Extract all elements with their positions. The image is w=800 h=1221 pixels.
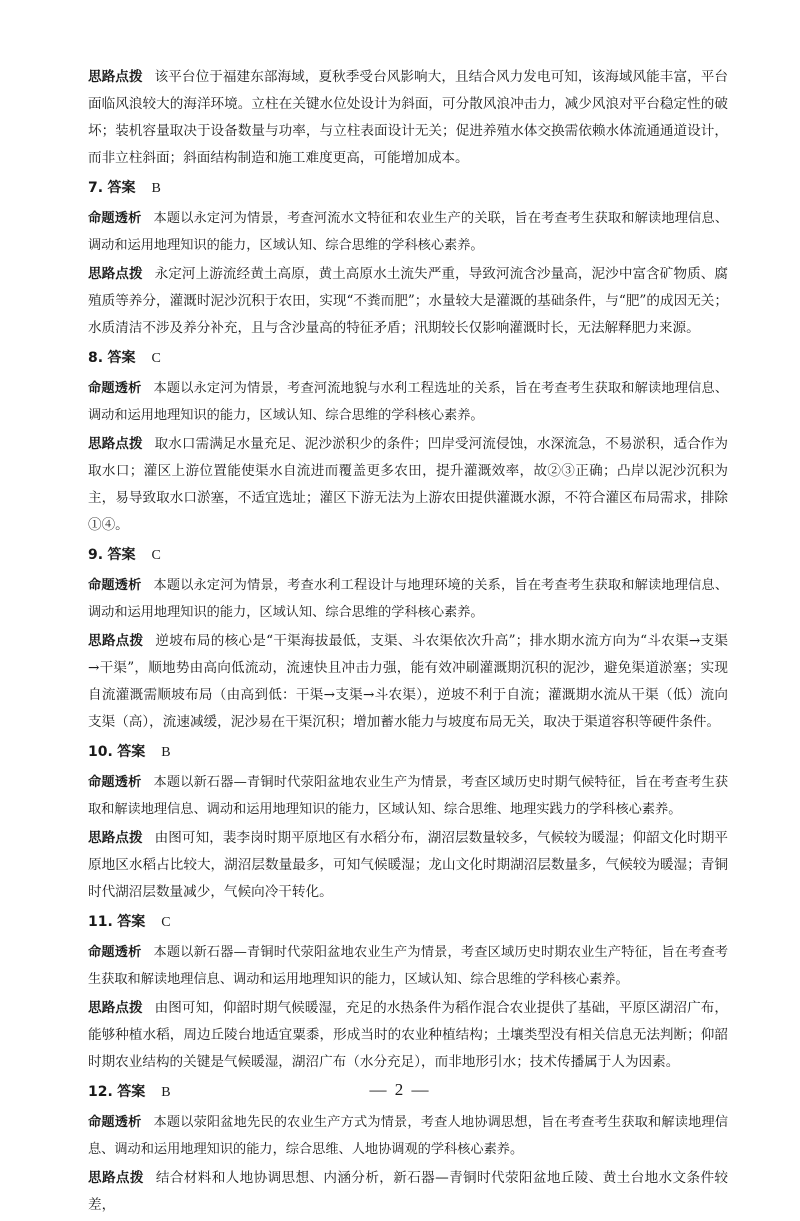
intent-paragraph xyxy=(88,205,728,259)
answer-label: 答案 xyxy=(107,180,136,196)
answer-label: 答案 xyxy=(117,744,146,760)
reasoning-label: 思路点拨 xyxy=(88,266,143,282)
intent-text: 本题以新石器—青铜时代荥阳盆地农业生产为情景，考查区域历史时期气候特征，旨在考查考生获取和解读地理信息、调动和运用地理知识的能力，区域认知、综合思维、地理实践力的学科核心素养。 xyxy=(88,775,729,817)
reasoning-paragraph xyxy=(88,995,728,1076)
intent-label: 命题透析 xyxy=(88,578,142,593)
reasoning-label: 思路点拨 xyxy=(88,1000,143,1016)
answer-label: 答案 xyxy=(117,1084,146,1100)
question-number: 10. xyxy=(88,744,113,760)
answer-value: C xyxy=(161,915,171,930)
intent-text: 本题以新石器—青铜时代荥阳盆地农业生产为情景，考查区域历史时期农业生产特征，旨在考查考生获取和解读地理信息、调动和运用地理知识的能力，区域认知、综合思维的学科核心素养。 xyxy=(88,945,729,987)
question-number: 7. xyxy=(88,180,104,196)
intent-paragraph xyxy=(88,769,728,823)
reasoning-paragraph xyxy=(88,431,728,539)
page-number: — 2 — xyxy=(369,1080,431,1099)
answer-label: 答案 xyxy=(107,350,136,366)
intent-label: 命题透析 xyxy=(88,381,142,396)
question-answer-9 xyxy=(88,541,728,570)
question-number: 9. xyxy=(88,547,104,563)
intent-text: 本题以荥阳盆地先民的农业生产方式为情景，考查人地协调思想，旨在考查考生获取和解读地理信息、调动和运用地理知识的能力，综合思维、人地协调观的学科核心素养。 xyxy=(88,1115,729,1157)
reasoning-label: 思路点拨 xyxy=(88,69,143,85)
question-number: 8. xyxy=(88,350,104,366)
intent-text: 本题以永定河为情景，考查河流地貌与水利工程选址的关系，旨在考查考生获取和解读地理信息、调动和运用地理知识的能力，区域认知、综合思维的学科核心素养。 xyxy=(88,381,729,423)
reasoning-paragraph xyxy=(88,64,728,172)
reasoning-label: 思路点拨 xyxy=(88,1170,144,1186)
intent-label: 命题透析 xyxy=(88,211,142,226)
answer-value: B xyxy=(151,181,161,196)
reasoning-paragraph xyxy=(88,628,728,736)
answer-label: 答案 xyxy=(117,914,146,930)
question-answer-11 xyxy=(88,908,728,937)
reasoning-paragraph xyxy=(88,261,728,342)
reasoning-paragraph xyxy=(88,825,728,906)
reasoning-text: 取水口需满足水量充足、泥沙淤积少的条件；凹岸受河流侵蚀，水深流急，不易淤积，适合作为取水口；灌区上游位置能使渠水自流进而覆盖更多农田，提升灌溉效率，故②③正确；凸岸以泥沙沉积为主，易导致取水口淤塞，不适宜选址；灌区下游无法为上游农田提供灌溉水源，不符合灌区布局需求，排除①④。 xyxy=(88,436,729,533)
reasoning-label: 思路点拨 xyxy=(88,436,143,452)
question-number: 11. xyxy=(88,914,113,930)
answer-value: B xyxy=(161,745,171,760)
intent-text: 本题以永定河为情景，考查河流水文特征和农业生产的关联，旨在考查考生获取和解读地理信息、调动和运用地理知识的能力，区域认知、综合思维的学科核心素养。 xyxy=(88,211,729,253)
question-number: 12. xyxy=(88,1084,113,1100)
document-page xyxy=(88,64,728,1221)
answer-value: B xyxy=(161,1085,171,1100)
intent-label: 命题透析 xyxy=(88,1115,142,1130)
reasoning-text: 由图可知，裴李岗时期平原地区有水稻分布，湖沼层数量较多，气候较为暖湿；仰韶文化时期平原地区水稻占比较大，湖沼层数量最多，可知气候暖湿；龙山文化时期湖沼层数量多，气候较为暖湿；青铜时代湖沼层数量减少，气候向冷干转化。 xyxy=(88,830,729,900)
reasoning-paragraph xyxy=(88,1165,728,1219)
intent-text: 本题以永定河为情景，考查水利工程设计与地理环境的关系，旨在考查考生获取和解读地理信息、调动和运用地理知识的能力，区域认知、综合思维的学科核心素养。 xyxy=(88,578,729,620)
intent-paragraph xyxy=(88,375,728,429)
intent-label: 命题透析 xyxy=(88,945,142,960)
answer-value: C xyxy=(151,351,161,366)
reasoning-text: 该平台位于福建东部海域，夏秋季受台风影响大，且结合风力发电可知，该海域风能丰富，平台面临风浪较大的海洋环境。立柱在关键水位处设计为斜面，可分散风浪冲击力，减少风浪对平台稳定性的破坏；装机容量取决于设备数量与功率，与立柱表面设计无关；促进养殖水体交换需依赖水体流通通道设计，而非立柱斜面；斜面结构制造和施工难度更高，可能增加成本。 xyxy=(88,69,729,166)
intent-paragraph xyxy=(88,1109,728,1163)
question-answer-8 xyxy=(88,344,728,373)
intent-paragraph xyxy=(88,939,728,993)
reasoning-text: 由图可知，仰韶时期气候暖湿，充足的水热条件为稻作混合农业提供了基础，平原区湖沼广布，能够种植水稻，周边丘陵台地适宜粟黍，形成当时的农业种植结构；土壤类型没有相关信息无法判断；仰韶时期农业结构的关键是气候暖湿，湖沼广布（水分充足），而非地形引水；技术传播属于人为因素。 xyxy=(88,1000,729,1070)
reasoning-text: 逆坡布局的核心是“干渠海拔最低，支渠、斗农渠依次升高”；排水期水流方向为“斗农渠→支渠→干渠”，顺地势由高向低流动，流速快且冲击力强，能有效冲刷灌溉期沉积的泥沙，避免渠道淤塞；实现自流灌溉需顺坡布局（由高到低：干渠→支渠→斗农渠），逆坡不利于自流；灌溉期水流从干渠（低）流向支渠（高），流速减缓，泥沙易在干渠沉积；增加蓄水能力与坡度布局无关，取决于渠道容积等硬件条件。 xyxy=(88,633,728,730)
question-answer-10 xyxy=(88,738,728,767)
question-answer-7 xyxy=(88,174,728,203)
intent-paragraph xyxy=(88,572,728,626)
answer-label: 答案 xyxy=(107,547,136,563)
reasoning-text: 永定河上游流经黄土高原，黄土高原水土流失严重，导致河流含沙量高，泥沙中富含矿物质、腐殖质等养分，灌溉时泥沙沉积于农田，实现“不粪而肥”；水量较大是灌溉的基础条件，与“肥”的成因无关；水质清洁不涉及养分补充，且与含沙量高的特征矛盾；汛期较长仅影响灌溉时长，无法解释肥力来源。 xyxy=(88,266,729,336)
intent-label: 命题透析 xyxy=(88,775,142,790)
reasoning-label: 思路点拨 xyxy=(88,830,143,846)
answer-value: C xyxy=(151,548,161,563)
reasoning-text: 结合材料和人地协调思想、内涵分析，新石器—青铜时代荥阳盆地丘陵、黄土台地水文条件较差， xyxy=(88,1170,729,1213)
reasoning-label: 思路点拨 xyxy=(88,633,144,649)
